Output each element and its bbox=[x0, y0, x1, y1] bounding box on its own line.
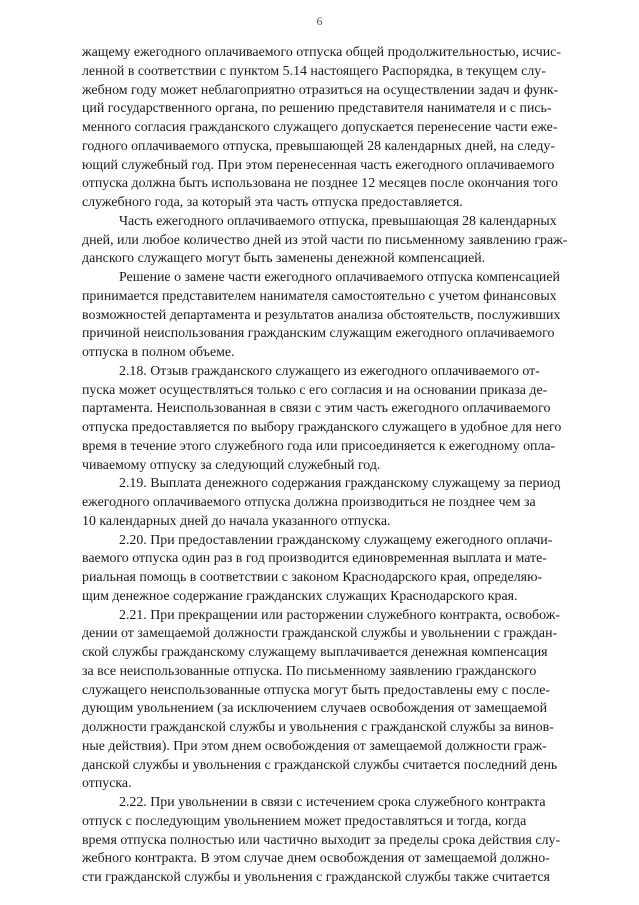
text-line: 2.18. Отзыв гражданского служащего из ежегодного оплачиваемого от- bbox=[119, 363, 540, 379]
text-line: менного согласия гражданского служащего допускается перенесение части еже- bbox=[82, 120, 558, 135]
text-line: ющий служебный год. При этом перенесенная часть ежегодного оплачиваемого bbox=[82, 157, 555, 173]
text-line: щим денежное содержание гражданских служащих Краснодарского края. bbox=[82, 588, 518, 604]
text-line: 10 календарных дней до начала указанного отпуска. bbox=[82, 513, 391, 529]
text-line: отпуска в полном объеме. bbox=[82, 345, 235, 360]
text-line: партамента. Неиспользованная в связи с этим часть ежегодного оплачиваемого bbox=[82, 401, 551, 417]
text-line: чиваемому отпуску за следующий служебный год. bbox=[82, 457, 381, 473]
text-line: годного оплачиваемого отпуска, превышающей 28 календарных дней, на следу- bbox=[82, 138, 556, 154]
text-line: дующим увольнением (за исключением случаев освобождения от замещаемой bbox=[82, 701, 548, 717]
text-line: 2.22. При увольнении в связи с истечением срока служебного контракта bbox=[119, 795, 546, 810]
text-line: время отпуска полностью или частично выходит за пределы срока действия слу- bbox=[82, 832, 561, 848]
text-line: за все неиспользованные отпуска. По письменному заявлению гражданского bbox=[82, 663, 537, 679]
text-line: жебном году может неблагоприятно отразиться на осуществлении задач и функ- bbox=[82, 82, 559, 98]
text-line: данской службы и увольнения с гражданской службы считается последний день bbox=[82, 757, 558, 773]
text-line: пуска может осуществляться только с его согласия и на основании приказа де- bbox=[82, 382, 548, 398]
text-line: 2.21. При прекращении или расторжении служебного контракта, освобож- bbox=[119, 607, 560, 623]
text-line: должности гражданской службы и увольнения с гражданской службы за винов- bbox=[82, 720, 554, 735]
text-line: ваемого отпуска один раз в год производится единовременная выплата и мате- bbox=[82, 551, 547, 567]
text-line: время в течение этого служебного года или присоединяется к ежегодному опла- bbox=[82, 438, 556, 454]
page-number: 6 bbox=[316, 14, 323, 28]
text-line: отпуска должна быть использована не позднее 12 месяцев после окончания того bbox=[82, 176, 558, 192]
text-line: причиной неиспользования гражданским служащим ежегодного оплачиваемого bbox=[82, 326, 555, 342]
text-line: сти гражданской службы и увольнения с гражданской службы также считается bbox=[82, 870, 550, 885]
text-line: Часть ежегодного оплачиваемого отпуска, превышающая 28 календарных bbox=[119, 213, 557, 229]
text-line: отпуск с последующим увольнением может предоставляться и тогда, когда bbox=[82, 813, 527, 829]
text-line: дении от замещаемой должности гражданской службы и увольнении с граждан- bbox=[82, 626, 558, 642]
text-line: принимается представителем нанимателя самостоятельно с учетом финансовых bbox=[82, 288, 557, 304]
text-line: риальная помощь в соответствии с законом Краснодарского края, определяю- bbox=[82, 570, 543, 585]
text-line: Решение о замене части ежегодного оплачиваемого отпуска компенсацией bbox=[119, 270, 560, 285]
text-line: данского служащего могут быть заменены денежной компенсацией. bbox=[82, 251, 486, 267]
text-line: ций государственного органа, по решению представителя нанимателя и с пись- bbox=[82, 101, 552, 117]
text-line: служебного года, за который эта часть отпуска предоставляется. bbox=[82, 195, 463, 210]
text-line: отпуска. bbox=[82, 776, 132, 792]
text-line: ные действия). При этом днем освобождения от замещаемой должности граж- bbox=[82, 738, 547, 754]
text-line: жебного контракта. В этом случае днем освобождения от замещаемой должно- bbox=[82, 851, 550, 867]
text-line: дней, или любое количество дней из этой части по письменному заявлению граж- bbox=[82, 232, 568, 248]
text-line: служащего неиспользованные отпуска могут быть предоставлены ему с после- bbox=[82, 682, 551, 698]
text-line: ежегодного оплачиваемого отпуска должна производиться не позднее чем за bbox=[82, 495, 536, 510]
text-line: жащему ежегодного оплачиваемого отпуска общей продолжительностью, исчис- bbox=[82, 45, 561, 60]
text-line: 2.20. При предоставлении гражданскому служащему ежегодного оплачи- bbox=[119, 532, 553, 548]
text-line: ленной в соответствии с пунктом 5.14 настоящего Распорядка, в текущем слу- bbox=[82, 63, 546, 79]
text-line: возможностей департамента и результатов анализа обстоятельств, послуживших bbox=[82, 307, 561, 323]
text-line: отпуска предоставляется по выбору гражданского служащего в удобное для него bbox=[82, 420, 562, 435]
text-line: ской службы гражданскому служащему выплачивается денежная компенсация bbox=[82, 645, 548, 660]
text-line: 2.19. Выплата денежного содержания гражданскому служащему за период bbox=[119, 476, 561, 492]
